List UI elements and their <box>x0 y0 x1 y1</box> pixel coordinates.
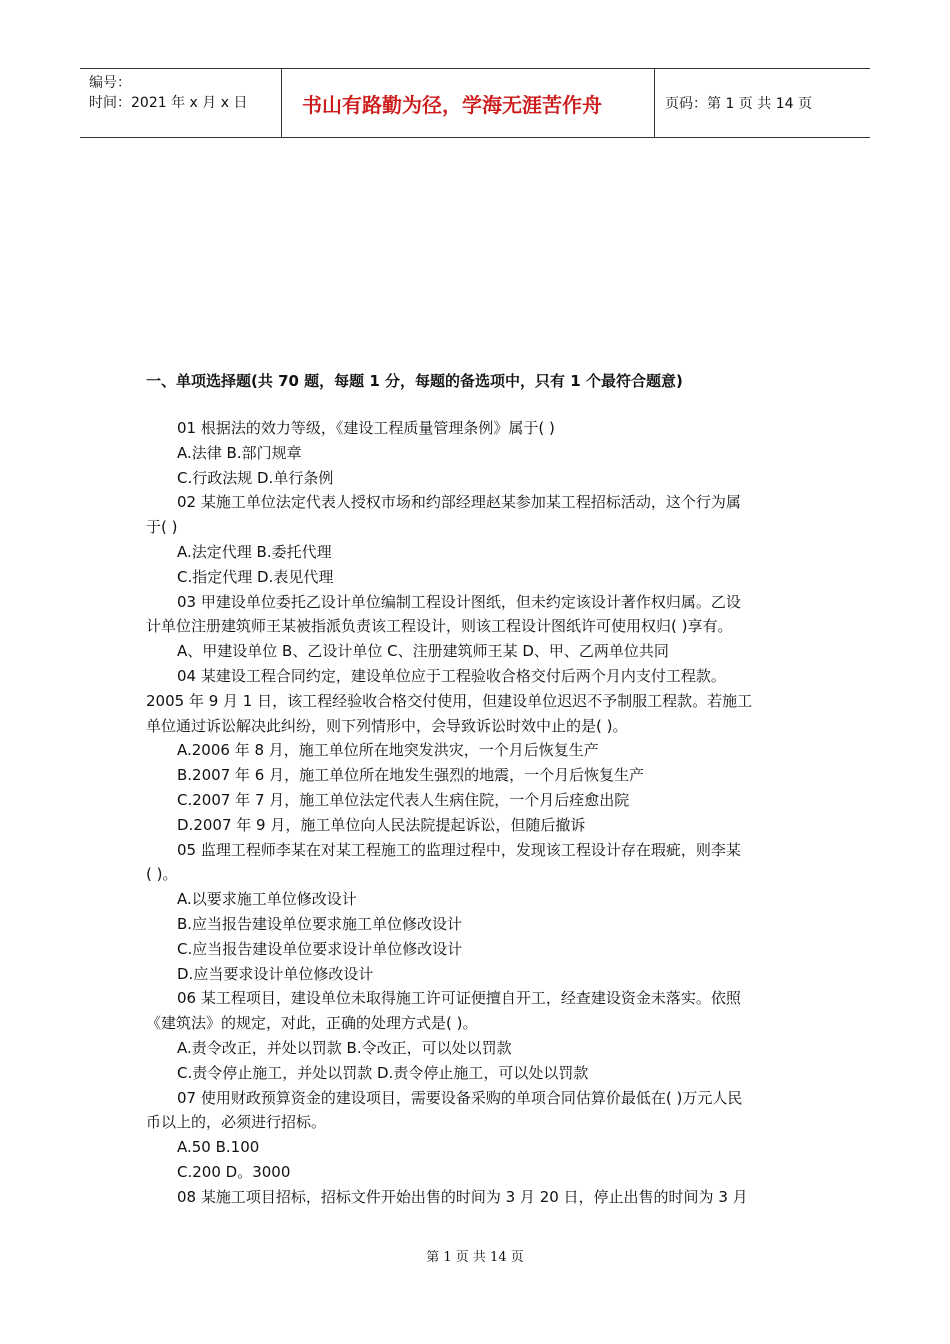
text-line: 《建筑法》的规定，对此，正确的处理方式是( )。 <box>146 1014 478 1033</box>
number-label: 编号： <box>89 75 131 91</box>
text-line: 计单位注册建筑师王某被指派负责该工程设计，则该工程设计图纸许可使用权归( )享有。 <box>146 617 733 636</box>
text-line: D.2007 年 9 月，施工单位向人民法院提起诉讼，但随后撤诉 <box>177 815 586 834</box>
section-title: 一、单项选择题(共 70 题，每题 1 分，每题的备选项中，只有 1 个最符合题意) <box>146 372 683 390</box>
page-footer: 第 1 页 共 14 页 <box>426 1250 524 1265</box>
text-line: A、甲建设单位 B、乙设计单位 C、注册建筑师王某 D、甲、乙两单位共同 <box>177 642 669 661</box>
text-line: 02 某施工单位法定代表人授权市场和约部经理赵某参加某工程招标活动，这个行为属 <box>177 493 741 512</box>
text-line: C.2007 年 7 月，施工单位法定代表人生病住院，一个月后痊愈出院 <box>177 790 630 809</box>
header-meta <box>80 69 281 137</box>
text-line: A.法律 B.部门规章 <box>177 443 302 462</box>
text-line: 2005 年 9 月 1 日，该工程经验收合格交付使用，但建设单位迟迟不予制服工程款。若施工 <box>146 691 753 710</box>
text-line: 08 某施工项目招标，招标文件开始出售的时间为 3 月 20 日，停止出售的时间为 3 月 <box>177 1187 748 1206</box>
motto: 书山有路勤为径，学海无涯苦作舟 <box>281 69 655 137</box>
text-line: C.应当报告建设单位要求设计单位修改设计 <box>177 939 463 958</box>
text-line: 于( ) <box>146 518 178 537</box>
text-line: ( )。 <box>146 865 178 884</box>
text-line: 单位通过诉讼解决此纠纷，则下列情形中，会导致诉讼时效中止的是( )。 <box>146 716 628 735</box>
text-line: C.责令停止施工，并处以罚款 D.责令停止施工，可以处以罚款 <box>177 1063 589 1082</box>
text-line: B.2007 年 6 月，施工单位所在地发生强烈的地震，一个月后恢复生产 <box>177 766 645 785</box>
text-line: C.行政法规 D.单行条例 <box>177 468 334 487</box>
text-line: D.应当要求设计单位修改设计 <box>177 964 374 983</box>
text-line: 03 甲建设单位委托乙设计单位编制工程设计图纸，但未约定该设计著作权归属。乙设 <box>177 592 741 611</box>
text-line: C.200 D。3000 <box>177 1162 291 1181</box>
text-line: 币以上的，必须进行招标。 <box>146 1113 327 1132</box>
text-line: A.以要求施工单位修改设计 <box>177 890 357 909</box>
text-line: 05 监理工程师李某在对某工程施工的监理过程中，发现该工程设计存在瑕疵，则李某 <box>177 840 741 859</box>
text-line: 04 某建设工程合同约定，建设单位应于工程验收合格交付后两个月内支付工程款。 <box>177 666 726 685</box>
text-line: A.法定代理 B.委托代理 <box>177 542 332 561</box>
text-line: 06 某工程项目，建设单位未取得施工许可证便擅自开工，经查建设资金未落实。依照 <box>177 989 741 1008</box>
text-line: 07 使用财政预算资金的建设项目，需要设备采购的单项合同估算价最低在( )万元人民 <box>177 1088 743 1107</box>
page-code: 页码：第 1 页 共 14 页 <box>665 96 812 112</box>
page-header <box>80 68 870 138</box>
text-line: A.50 B.100 <box>177 1138 260 1157</box>
text-line: A.责令改正，并处以罚款 B.令改正，可以处以罚款 <box>177 1038 512 1057</box>
text-line: C.指定代理 D.表见代理 <box>177 567 334 586</box>
time-label: 时间：2021 年 x 月 x 日 <box>89 95 248 111</box>
text-line: 01 根据法的效力等级，《建设工程质量管理条例》属于( ) <box>177 419 555 437</box>
text-line: A.2006 年 8 月，施工单位所在地突发洪灾，一个月后恢复生产 <box>177 741 599 760</box>
text-line: B.应当报告建设单位要求施工单位修改设计 <box>177 914 463 933</box>
question-body <box>146 416 806 1210</box>
